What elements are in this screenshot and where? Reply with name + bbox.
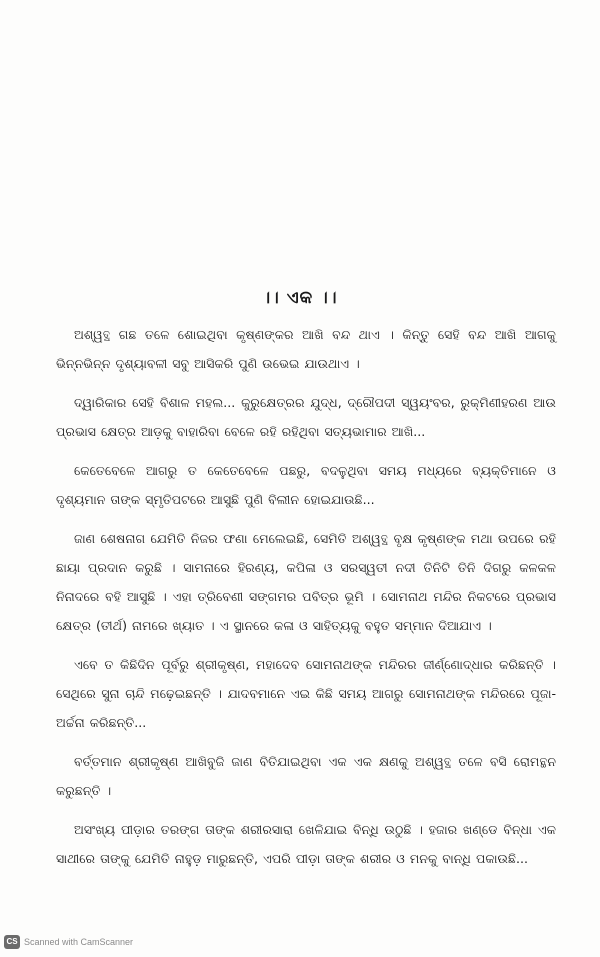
paragraph-7: ଅସଂଖ୍ୟ ପୀଡ଼ାର ତରଙ୍ଗ ତାଙ୍କ ଶରୀରସାରା ଖେଳିଯାଇ ବିନ୍ଧି ଉଠୁଛି । ହଜାର ଖଣ୍ଡେ ବିନ୍ଧା ଏକ ସାଥୀରେ ତାଙ୍କୁ ଯେମିତି ନାହୁଡ଼ ମାରୁଛନ୍ତି, ଏପରି ପୀଡ଼ା ତାଙ୍କ ଶରୀର ଓ ମନକୁ ବାନ୍ଧି ପକାଉଛି...	[56, 822, 556, 866]
paragraph-1: ଅଶ୍ୱତ୍ଥ ଗଛ ତଳେ ଶୋଇଥିବା କୃଷ୍ଣଙ୍କର ଆଖି ବନ୍ଦ ଥାଏ । କିନ୍ତୁ ସେହି ବନ୍ଦ ଆଖି ଆଗକୁ ଭିନ୍ନଭିନ୍ନ ଦୃଶ୍ୟାବଳୀ ସବୁ ଆସିକରି ପୁଣି ଉଭେଇ ଯାଉଥାଏ ।	[56, 327, 556, 371]
chapter-title: ।। ଏକ ।।	[262, 288, 338, 308]
camscanner-watermark	[4, 935, 133, 949]
paragraph-4: ଜାଣ ଶେଷନାଗ ଯେମିତି ନିଜର ଫଣା ମେଲେଇଛି, ସେମିତି ଅଶ୍ୱତ୍ଥ ବୃକ୍ଷ କୃଷ୍ଣଙ୍କ ମଥା ଉପରେ ରହି ଛାୟା ପ୍ରଦାନ କରୁଛି । ସାମନାରେ ହିରଣ୍ୟ, କପିଳା ଓ ସରସ୍ୱତୀ ନଦୀ ତିନିଟି ତିନି ଦିଗରୁ କଳକଳ ନିନାଦରେ ବହି ଆସୁଛି । ଏହା ତ୍ରିବେଣୀ ସଙ୍ଗମର ପବିତ୍ର ଭୂମି । ସୋମନାଥ ମନ୍ଦିର ନିକଟରେ ପ୍ରଭାସ କ୍ଷେତ୍ର (ତୀର୍ଥ) ନାମରେ ଖ୍ୟାତ । ଏ ସ୍ଥାନରେ କଳା ଓ ସାହିତ୍ୟକୁ ବହୁତ ସମ୍ମାନ ଦିଆଯାଏ ।	[56, 531, 556, 633]
body-text	[56, 320, 556, 883]
paragraph-5: ଏବେ ତ କିଛିଦିନ ପୂର୍ବରୁ ଶ୍ରୀକୃଷ୍ଣ, ମହାଦେବ ସୋମନାଥଙ୍କ ମନ୍ଦିରର ଜୀର୍ଣ୍ଣୋଦ୍ଧାର କରିଛନ୍ତି । ସେଥିରେ ସୁନା ଚାନ୍ଦି ମଢ଼େଇଛନ୍ତି । ଯାଦବମାନେ ଏଇ କିଛି ସମୟ ଆଗରୁ ସୋମନାଥଙ୍କ ମନ୍ଦିରରେ ପୂଜା-ଅର୍ଚ୍ଚନା କରିଛନ୍ତି...	[56, 657, 556, 730]
paragraph-6: ବର୍ତ୍ତମାନ ଶ୍ରୀକୃଷ୍ଣ ଆଖିବୁଜି ଜାଣ ବିତିଯାଇଥିବା ଏକ ଏକ କ୍ଷଣକୁ ଅଶ୍ୱତ୍ଥ ତଳେ ବସି ରୋମନ୍ଥନ କରୁଛନ୍ତି ।	[56, 754, 556, 798]
camscanner-logo-icon: CS	[4, 935, 20, 949]
watermark-text: Scanned with CamScanner	[24, 937, 134, 947]
paragraph-2: ଦ୍ୱାରିକାର ସେହି ବିଶାଳ ମହଲ... କୁରୁକ୍ଷେତ୍ରର ଯୁଦ୍ଧ, ଦ୍ରୌପଦୀ ସ୍ୱୟଂବର, ରୁକ୍ମିଣୀହରଣ ଆଉ ପ୍ରଭାସ କ୍ଷେତ୍ର ଆଡ଼କୁ ବାହାରିବା ବେଳେ ରହି ରହିଥିବା ସତ୍ୟଭାମାର ଆଖି...	[56, 395, 556, 439]
paragraph-3: କେତେବେଳେ ଆଗରୁ ତ କେତେବେଳେ ପଛରୁ, ବଦଳୁଥିବା ସମୟ ମଧ୍ୟରେ ବ୍ୟକ୍ତିମାନେ ଓ ଦୃଶ୍ୟମାନ ତାଙ୍କ ସ୍ମୃତିପଟରେ ଆସୁଛି ପୁଣି ବିଲୀନ ହୋଇଯାଉଛି...	[56, 463, 556, 507]
